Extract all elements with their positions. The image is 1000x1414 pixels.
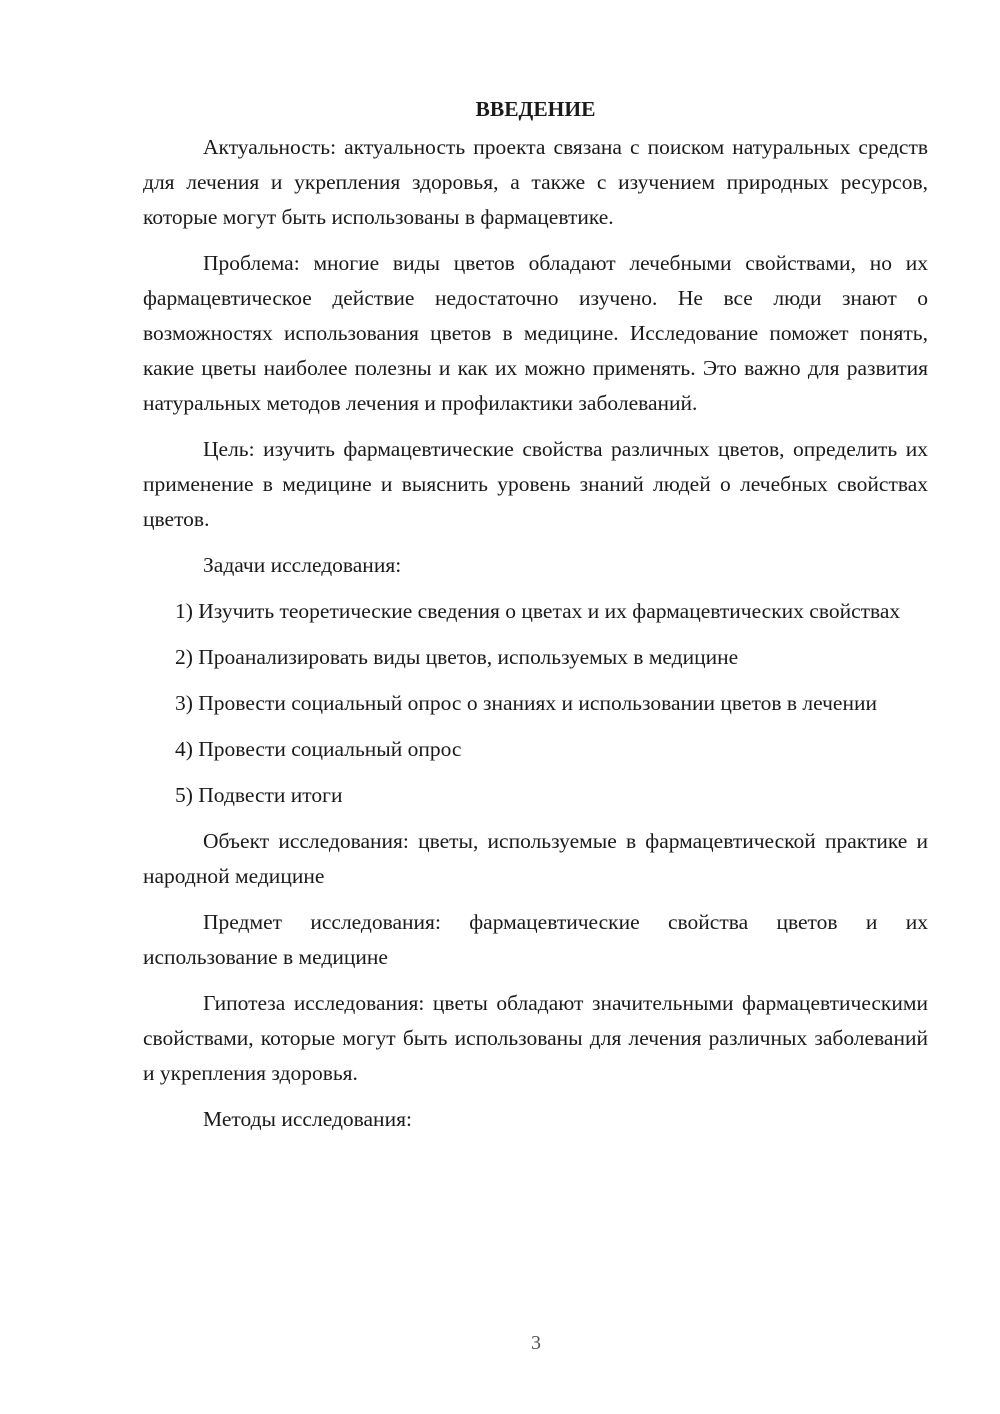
relevance-paragraph: Актуальность: актуальность проекта связана с поиском натуральных средств для лечения и укрепления здоровья, а также с изучением природных ресурсов, которые могут быть использованы в фармацевтике.: [143, 135, 928, 229]
methods-heading: Методы исследования:: [203, 1107, 412, 1131]
document-page: [143, 92, 928, 1148]
tasks-heading: Задачи исследования:: [203, 553, 402, 577]
task-item-2: 2) Проанализировать виды цветов, используемых в медицине: [175, 645, 739, 669]
goal-paragraph: Цель: изучить фармацевтические свойства различных цветов, определить их применение в медицине и выяснить уровень знаний людей о лечебных свойствах цветов.: [143, 437, 928, 531]
problem-paragraph: Проблема: многие виды цветов обладают лечебными свойствами, но их фармацевтическое действие недостаточно изучено. Не все люди знают о возможностях использования цветов в медицине. Исследование поможет понять, какие цветы наиболее полезны и как их можно применять. Это важно для развития натуральных методов лечения и профилактики заболеваний.: [143, 251, 928, 415]
hypothesis-paragraph: Гипотеза исследования: цветы обладают значительными фармацевтическими свойствами, которые могут быть использованы для лечения различных заболеваний и укрепления здоровья.: [143, 991, 928, 1085]
object-paragraph: Объект исследования: цветы, используемые в фармацевтической практике и народной медицине: [143, 829, 928, 888]
task-item-5: 5) Подвести итоги: [175, 783, 343, 807]
task-item-1: 1) Изучить теоретические сведения о цветах и их фармацевтических свойствах: [175, 599, 901, 623]
subject-paragraph: Предмет исследования: фармацевтические свойства цветов и их использование в медицине: [143, 910, 928, 969]
task-item-3: 3) Провести социальный опрос о знаниях и использовании цветов в лечении: [175, 691, 877, 715]
section-title: ВВЕДЕНИЕ: [475, 97, 596, 121]
page-number: 3: [531, 1332, 541, 1354]
task-item-4: 4) Провести социальный опрос: [175, 737, 462, 761]
